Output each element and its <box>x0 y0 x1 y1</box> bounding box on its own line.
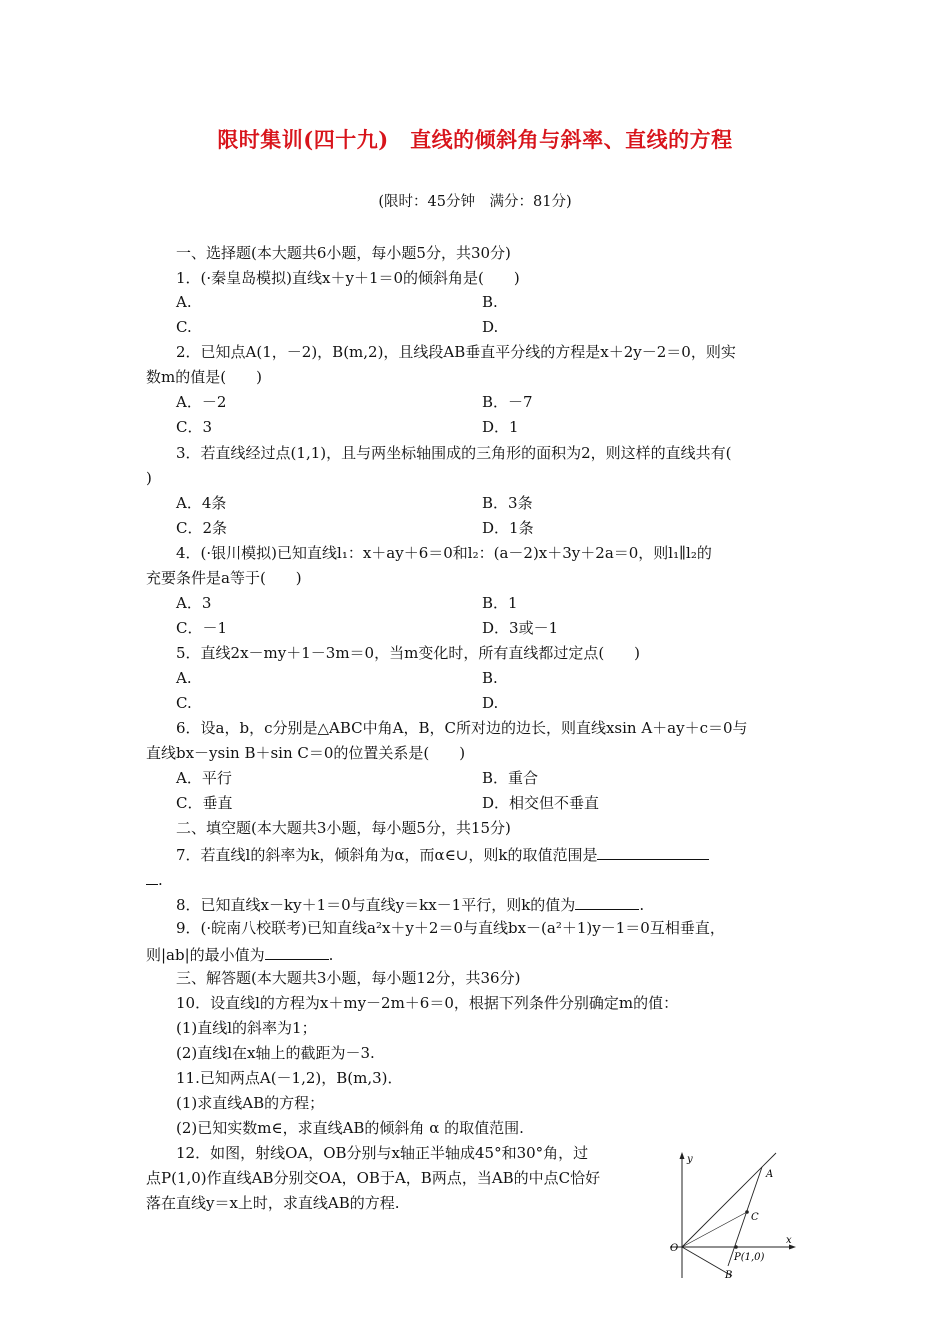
label-p: P(1,0) <box>734 1252 765 1263</box>
q11-stem: 11.已知两点A(－1,2)，B(m,3)． <box>176 1069 403 1087</box>
q6-stem-line1: 6．设a，b，c分别是△ABC中角A，B，C所对边的边长，则直线xsin A＋ay＋c＝0与 <box>176 719 748 737</box>
q9-stem-line1: 9．(·皖南八校联考)已知直线a²x＋y＋2＝0与直线bx－(a²＋1)y－1＝0互相垂直， <box>176 919 725 937</box>
q5-option-a: A. <box>176 669 192 687</box>
q11-part1: (1)求直线AB的方程； <box>176 1094 325 1112</box>
q5-stem: 5．直线2x－my＋1－3m＝0，当m变化时，所有直线都过定点( ) <box>176 644 641 662</box>
q3-stem-line1: 3．若直线经过点(1,1)，且与两坐标轴围成的三角形的面积为2，则这样的直线共有( <box>176 444 732 462</box>
q8-period: . <box>639 896 645 914</box>
section-choice-heading: 一、选择题(本大题共6小题，每小题5分，共30分) <box>176 244 511 262</box>
q7-stem-line1 <box>176 843 709 865</box>
q5-option-c: C. <box>176 694 192 712</box>
q6-option-a: A．平行 <box>176 769 232 787</box>
q6-option-c: C．垂直 <box>176 794 233 812</box>
q2-option-a: A．－2 <box>176 393 227 411</box>
label-y: y <box>687 1154 693 1165</box>
section-answer-heading: 三、解答题(本大题共3小题，每小题12分，共36分) <box>176 969 521 987</box>
label-x: x <box>786 1235 792 1246</box>
q8-stem <box>176 893 644 915</box>
q6-option-d: D．相交但不垂直 <box>482 794 600 812</box>
q1-option-c: C. <box>176 318 192 336</box>
q3-option-a: A．4条 <box>176 494 227 512</box>
q1-stem: 1．(·秦皇岛模拟)直线x＋y＋1＝0的倾斜角是( ) <box>176 269 520 287</box>
q11-part2: (2)已知实数m∈，求直线AB的倾斜角 α 的取值范围. <box>176 1119 524 1137</box>
q8-blank <box>575 893 639 910</box>
q2-stem-line1: 2．已知点A(1，－2)，B(m,2)，且线段AB垂直平分线的方程是x＋2y－2＝0，则实 <box>176 343 736 361</box>
q10-part1: (1)直线l的斜率为1； <box>176 1019 317 1037</box>
q6-option-b: B．重合 <box>482 769 539 787</box>
q3-option-d: D．1条 <box>482 519 534 537</box>
q4-option-c: C．－1 <box>176 619 228 637</box>
q4-option-a: A．3 <box>176 594 212 612</box>
q12-stem-line1: 12．如图，射线OA，OB分别与x轴正半轴成45°和30°角，过 <box>176 1144 589 1162</box>
q8-text: 8．已知直线x－ky＋1＝0与直线y＝kx－1平行，则k的值为 <box>176 896 576 914</box>
q1-option-b: B. <box>482 293 498 311</box>
q1-option-d: D. <box>482 318 499 336</box>
label-c: C <box>751 1212 759 1223</box>
q4-stem-line1: 4．(·银川模拟)已知直线l₁：x＋ay＋6＝0和l₂：(a－2)x＋3y＋2a＝0，则l₁∥l₂的 <box>176 544 712 562</box>
q2-option-d: D．1 <box>482 418 519 436</box>
label-a: A <box>766 1169 774 1180</box>
q12-stem-line3: 落在直线y＝x上时，求直线AB的方程. <box>146 1194 400 1212</box>
section-fill-heading: 二、填空题(本大题共3小题，每小题5分，共15分) <box>176 819 511 837</box>
q10-part2: (2)直线l在x轴上的截距为－3. <box>176 1044 375 1062</box>
q12-stem-line2: 点P(1,0)作直线AB分别交OA，OB于A，B两点，当AB的中点C恰好 <box>146 1169 601 1187</box>
q7-period: . <box>158 871 163 889</box>
label-o: O <box>670 1243 679 1254</box>
q9-period: . <box>328 946 334 964</box>
segment-oc <box>682 1212 747 1247</box>
q6-stem-line2: 直线bx－ysin B＋sin C＝0的位置关系是( ) <box>146 744 466 762</box>
q4-option-b: B．1 <box>482 594 518 612</box>
q9-stem-line2 <box>146 943 333 965</box>
q2-stem-line2: 数m的值是( ) <box>146 368 262 386</box>
q4-option-d: D．3或－1 <box>482 619 559 637</box>
y-axis-arrow <box>680 1152 685 1159</box>
page-title: 限时集训(四十九) 直线的倾斜角与斜率、直线的方程 <box>217 127 733 152</box>
q4-stem-line2: 充要条件是a等于( ) <box>146 569 302 587</box>
q2-option-c: C．3 <box>176 418 213 436</box>
q3-stem-line2: ) <box>146 469 152 487</box>
q9-blank <box>265 943 329 960</box>
q12-figure <box>662 1150 802 1280</box>
q10-stem: 10．设直线l的方程为x＋my－2m＋6＝0，根据下列条件分别确定m的值： <box>176 994 679 1012</box>
page-subtitle: (限时：45分钟 满分：81分) <box>378 194 572 210</box>
point-p <box>734 1245 738 1249</box>
q7-text: 7．若直线l的斜率为k，倾斜角为α，而α∈∪，则k的取值范围是 <box>176 846 598 864</box>
q9-text: 则|ab|的最小值为 <box>146 946 265 964</box>
q3-option-b: B．3条 <box>482 494 533 512</box>
point-c <box>745 1210 749 1214</box>
q7-blank-cont <box>146 868 158 885</box>
q5-option-d: D. <box>482 694 499 712</box>
q7-blank <box>597 843 709 860</box>
q1-option-a: A. <box>176 293 192 311</box>
q5-option-b: B. <box>482 669 498 687</box>
q2-option-b: B．－7 <box>482 393 533 411</box>
q7-stem-line2 <box>146 868 163 890</box>
label-b: B <box>725 1270 733 1280</box>
q3-option-c: C．2条 <box>176 519 228 537</box>
